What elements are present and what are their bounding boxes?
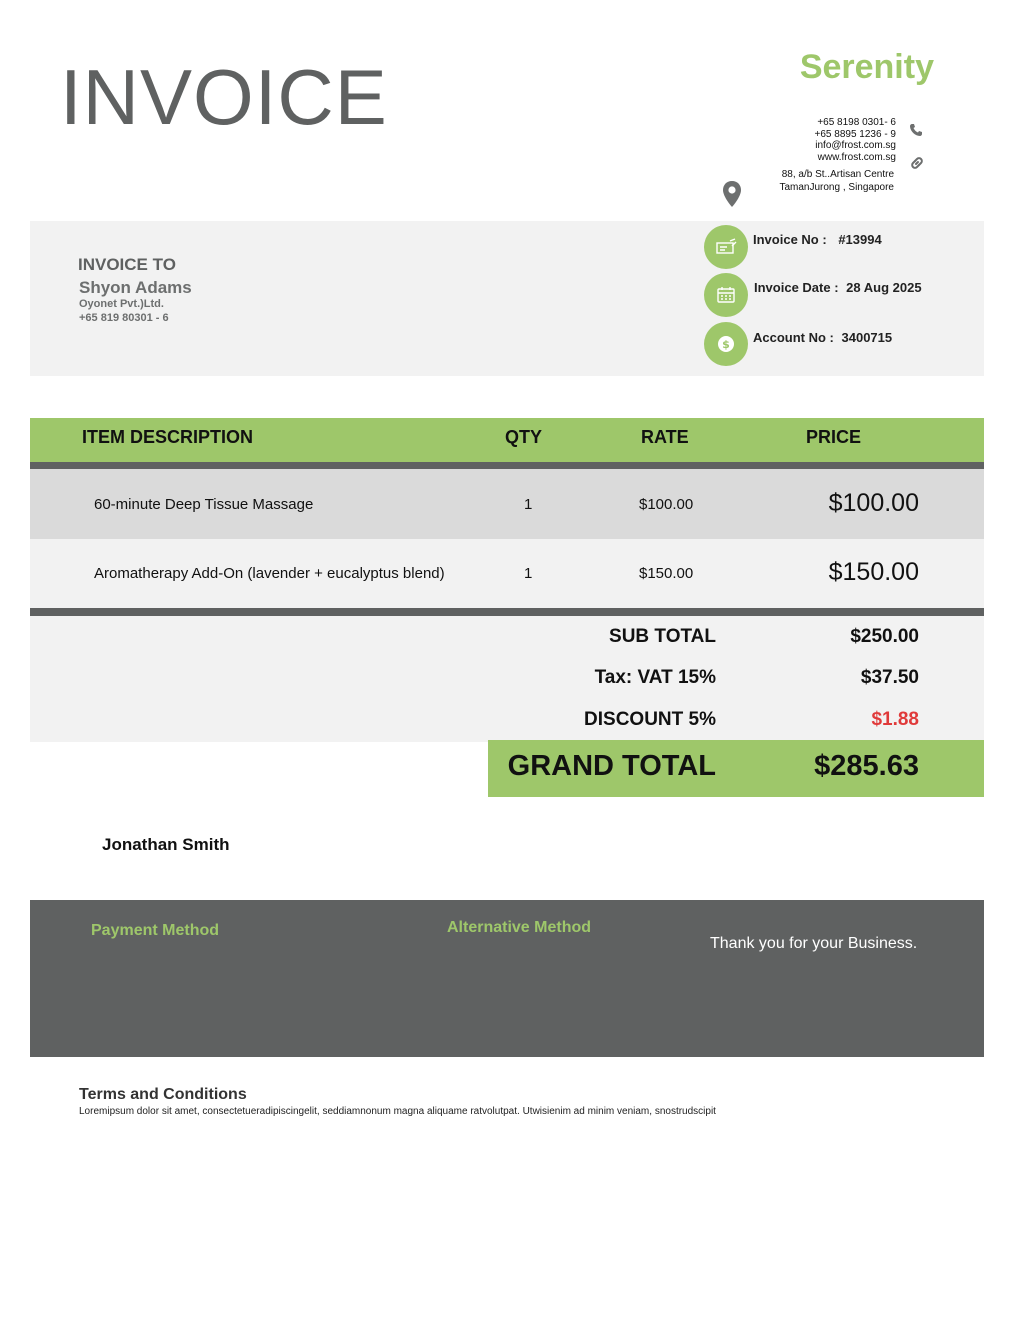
divider [30, 462, 984, 469]
email-address[interactable]: info@frost.com.sg [815, 140, 896, 151]
calendar-icon [704, 273, 748, 317]
discount-label: DISCOUNT 5% [584, 709, 716, 730]
grand-total-value: $285.63 [814, 750, 919, 782]
column-header-rate: RATE [641, 427, 689, 447]
invoice-date-value: 28 Aug 2025 [846, 280, 922, 295]
item-rate: $100.00 [639, 496, 694, 513]
svg-text:$: $ [722, 338, 730, 351]
invoice-date-label: Invoice Date : [754, 280, 839, 295]
invoice-number-row [753, 232, 882, 247]
subtotal-label: SUB TOTAL [609, 626, 716, 647]
item-description: Aromatherapy Add-On (lavender + eucalyptus blend) [94, 565, 445, 582]
invoice-to-label: INVOICE TO [78, 255, 176, 274]
discount-value: $1.88 [871, 709, 919, 730]
customer-name: Shyon Adams [79, 278, 192, 297]
phone-number: +65 8895 1236 - 9 [814, 128, 896, 140]
tax-value: $37.50 [860, 667, 919, 688]
invoice-number-icon [704, 225, 748, 269]
customer-company: Oyonet Pvt.)Ltd. [79, 298, 164, 310]
terms-text: Loremipsum dolor sit amet, consectetueradipiscingelit, seddiamnonum magna aliquame ratvolutpat. Utwisienim ad minim veniam, snostrudscipit [79, 1106, 716, 1117]
column-header-price: PRICE [806, 427, 862, 447]
address-line: 88, a/b St..Artisan Centre [781, 169, 894, 180]
column-header-description: ITEM DESCRIPTION [82, 427, 254, 447]
invoice-title: INVOICE [60, 53, 388, 141]
subtotal-value: $250.00 [850, 626, 919, 647]
signature-name: Jonathan Smith [102, 835, 230, 854]
customer-phone: +65 819 80301 - 6 [79, 312, 169, 324]
divider [30, 608, 984, 616]
account-number-value: 3400715 [841, 330, 893, 345]
contact-block [696, 117, 896, 163]
link-icon [908, 154, 926, 172]
payment-method-heading: Payment Method [91, 922, 220, 939]
terms-heading: Terms and Conditions [79, 1086, 247, 1103]
brand-name: Serenity [799, 48, 934, 86]
address-line: TamanJurong , Singapore [779, 181, 894, 193]
grand-total-label: GRAND TOTAL [507, 750, 716, 782]
invoice-number-value: #13994 [838, 232, 882, 247]
account-number-label: Account No : [753, 330, 834, 345]
location-pin-icon [721, 180, 743, 208]
totals-section [30, 616, 984, 742]
alternative-method-heading: Alternative Method [447, 919, 592, 936]
phone-icon [908, 122, 924, 138]
item-price: $150.00 [828, 558, 919, 586]
item-description: 60-minute Deep Tissue Massage [94, 496, 314, 513]
item-qty: 1 [524, 565, 533, 582]
invoice-number-label: Invoice No : [753, 232, 827, 247]
item-price: $100.00 [828, 489, 919, 517]
website-link[interactable]: www.frost.com.sg [817, 151, 896, 163]
invoice-date-row [754, 280, 922, 295]
phone-number: +65 8198 0301- 6 [817, 117, 896, 128]
account-number-row [753, 330, 892, 345]
tax-label: Tax: VAT 15% [594, 667, 716, 688]
column-header-qty: QTY [505, 427, 543, 447]
item-rate: $150.00 [639, 565, 694, 582]
thank-you-message: Thank you for your Business. [710, 935, 918, 952]
dollar-icon [704, 322, 748, 366]
item-qty: 1 [524, 496, 533, 513]
